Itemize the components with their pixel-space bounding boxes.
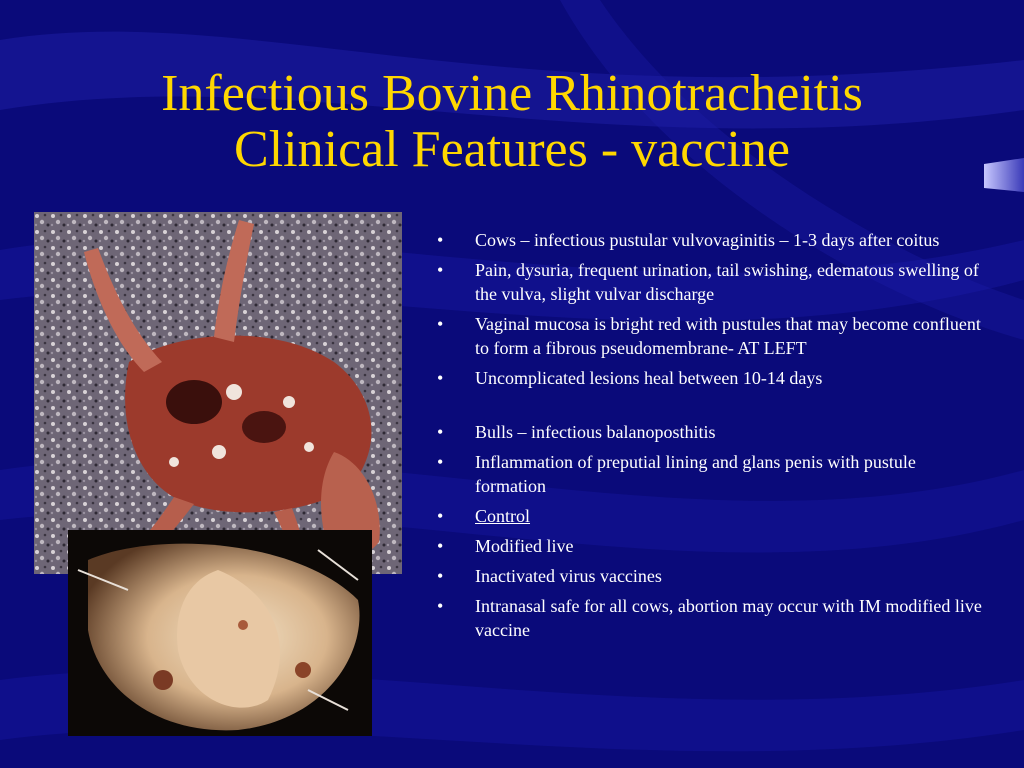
bullet-text: Inactivated virus vaccines — [475, 566, 662, 586]
bullet-glyph: • — [437, 452, 444, 472]
control-link[interactable]: Control — [475, 506, 531, 526]
bullet-text: Cows – infectious pustular vulvovaginitis – 1-3 days after coitus — [475, 230, 940, 250]
title-line-2: Clinical Features - vaccine — [234, 121, 790, 178]
bullet-text: Inflammation of preputial lining and glans penis with pustule formation — [475, 452, 916, 496]
bullet-text: Pain, dysuria, frequent urination, tail swishing, edematous swelling of the vulva, slight vulvar discharge — [475, 260, 979, 304]
aborted-calf-photo — [34, 212, 402, 574]
bullet-text: Vaginal mucosa is bright red with pustules that may become confluent to form a fibrous pseudomembrane- AT LEFT — [475, 314, 981, 358]
bullet-glyph: • — [437, 506, 444, 526]
bullet-item — [437, 594, 982, 642]
bullet-item — [437, 366, 982, 390]
bullet-glyph: • — [437, 566, 444, 586]
bullet-item — [437, 228, 982, 252]
bullet-item[interactable] — [437, 504, 982, 528]
bullet-item — [437, 564, 982, 588]
bullet-glyph: • — [437, 596, 444, 616]
bullet-item — [437, 258, 982, 306]
bullet-glyph: • — [437, 422, 444, 442]
bullet-glyph: • — [437, 260, 444, 280]
bullet-text: Intranasal safe for all cows, abortion may occur with IM modified live vaccine — [475, 596, 982, 640]
bullet-item — [437, 420, 982, 444]
bullet-text: Uncomplicated lesions heal between 10-14 days — [475, 368, 823, 388]
bullet-text: Bulls – infectious balanoposthitis — [475, 422, 716, 442]
title-line-1: Infectious Bovine Rhinotracheitis — [161, 65, 863, 122]
bullet-item — [437, 534, 982, 558]
bullet-item — [437, 312, 982, 360]
slide-title — [0, 66, 1024, 178]
vulvar-lesion-photo — [68, 530, 372, 736]
bullet-glyph: • — [437, 368, 444, 388]
bullet-glyph: • — [437, 536, 444, 556]
bullet-item — [437, 450, 982, 498]
bullet-glyph: • — [437, 230, 444, 250]
bullet-glyph: • — [437, 314, 444, 334]
bullet-text: Modified live — [475, 536, 574, 556]
bullet-list — [437, 228, 982, 648]
